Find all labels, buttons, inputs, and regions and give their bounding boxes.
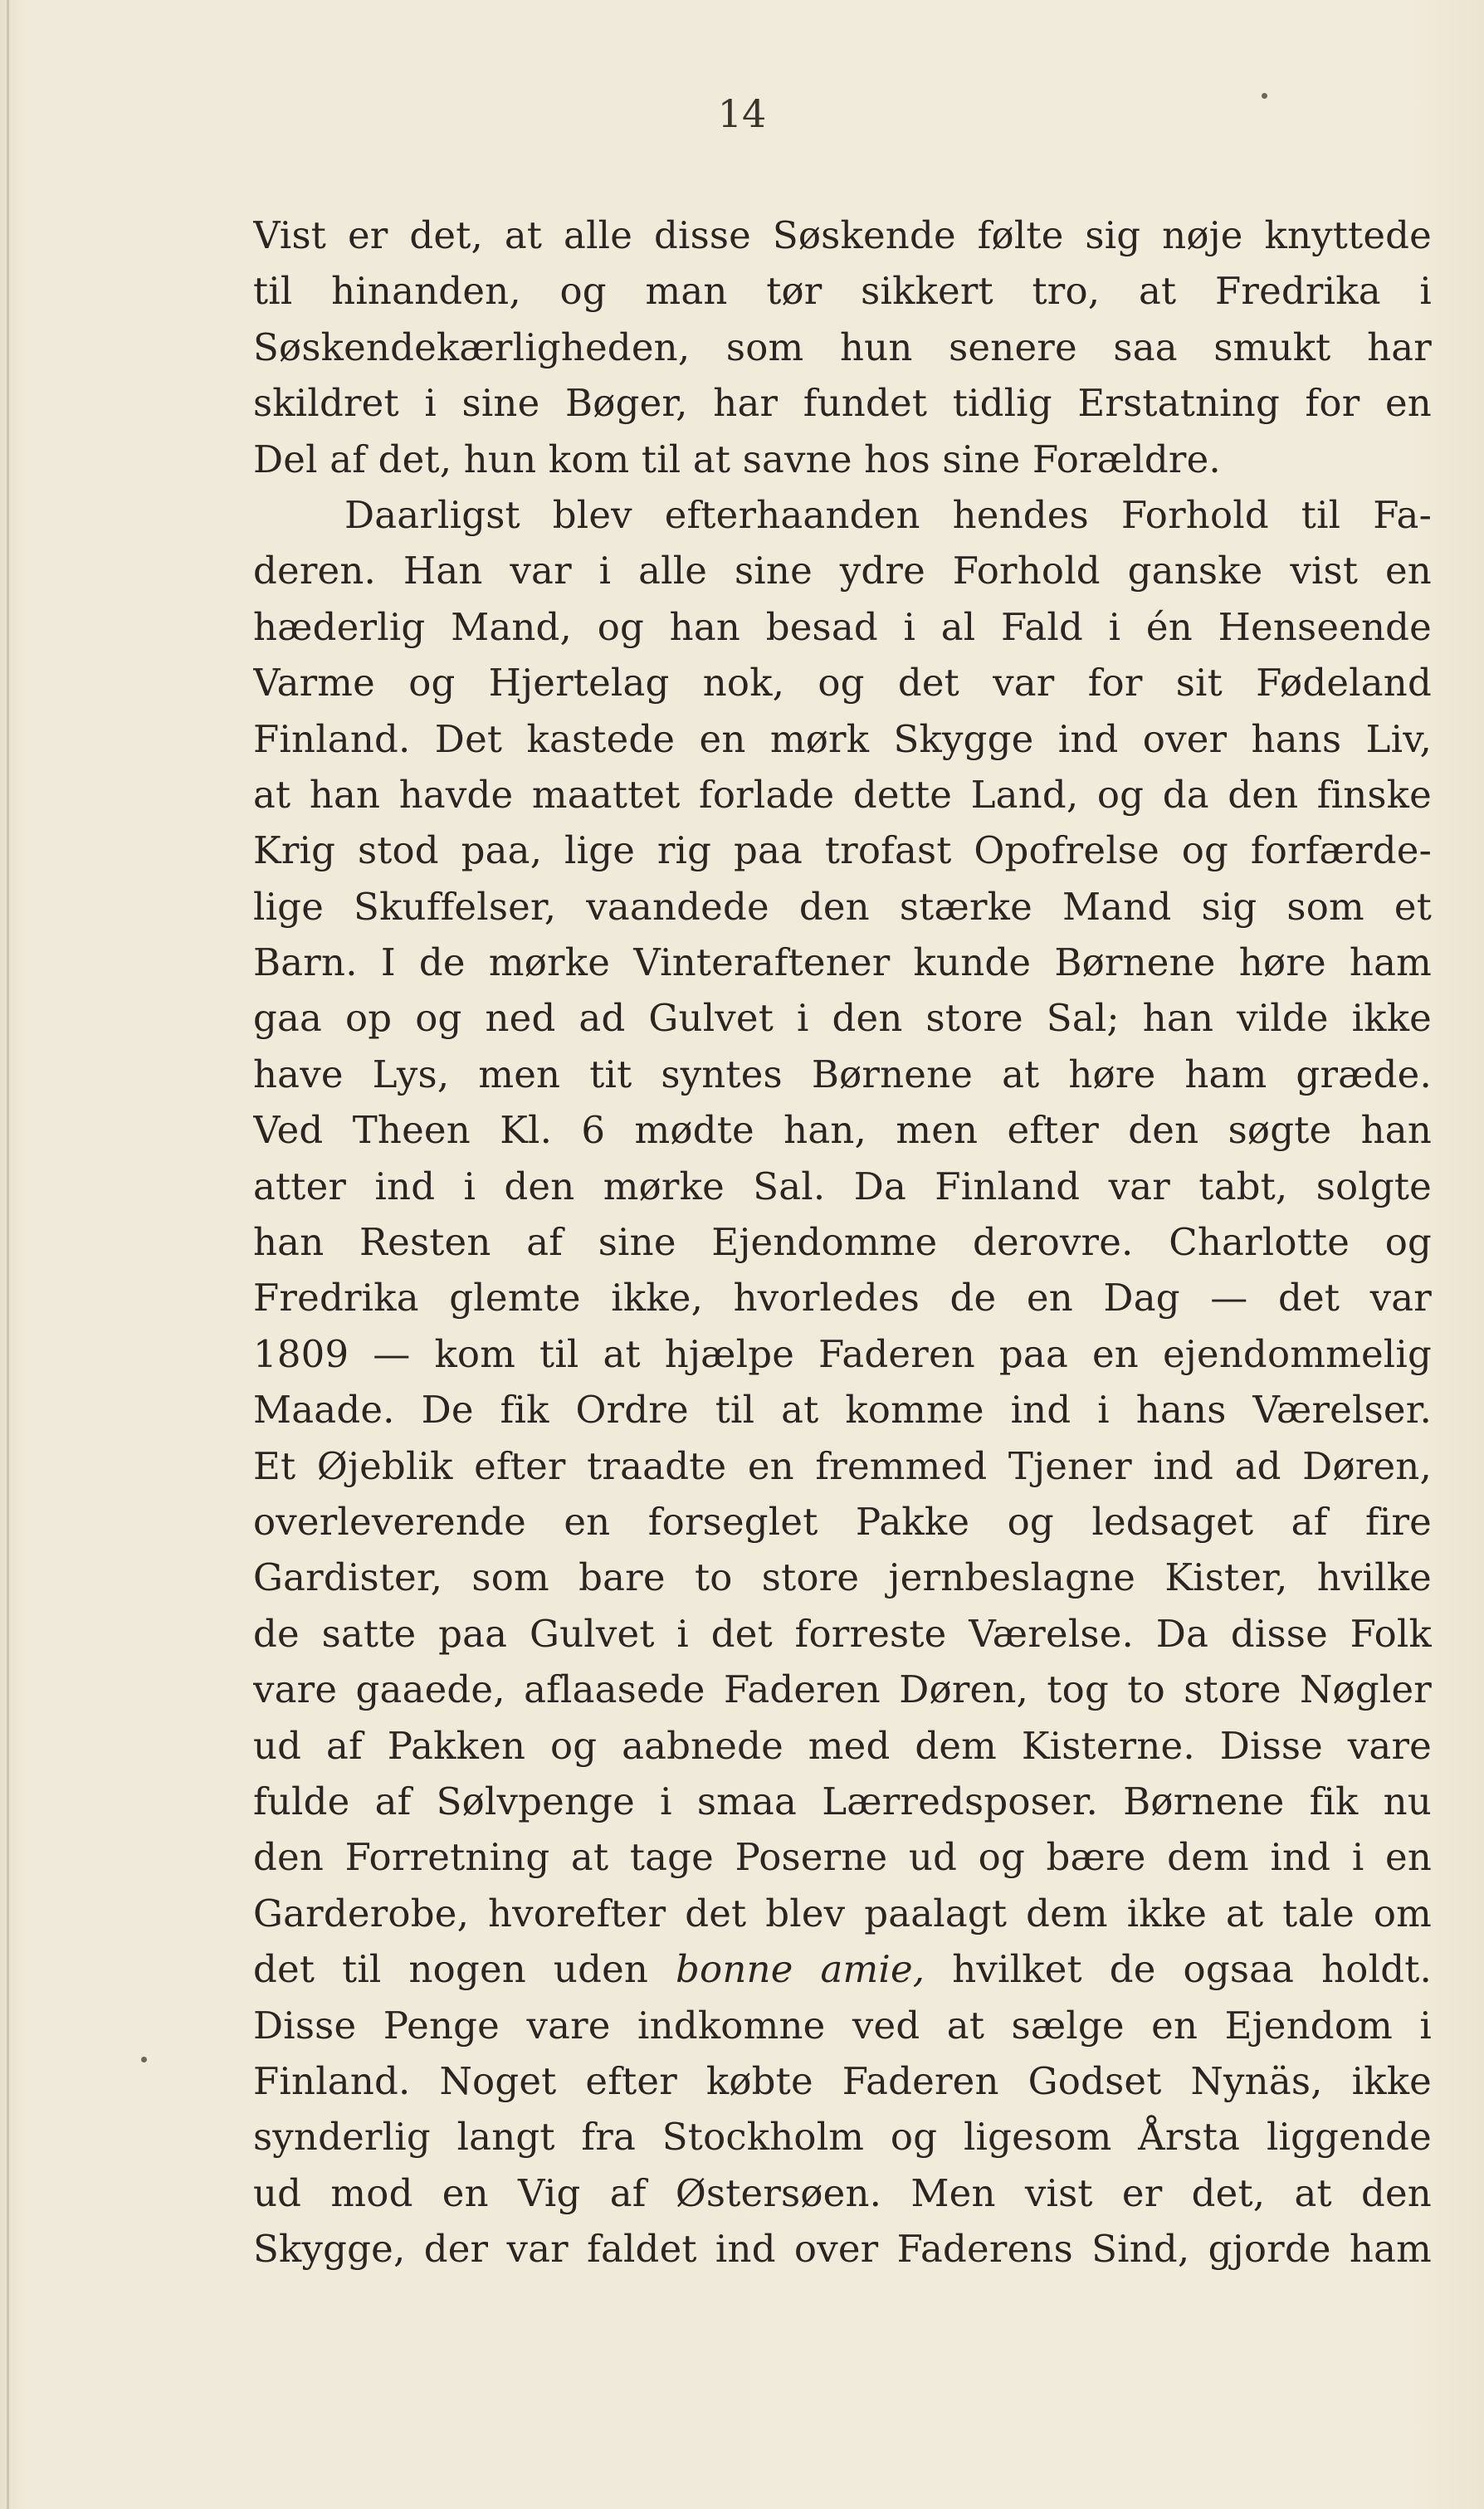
text-line: deren. Han var i alle sine ydre Forhold ganske vist en [253, 549, 1432, 593]
text-line: Et Øjeblik efter traadte en fremmed Tjener ind ad Døren, [253, 1443, 1432, 1488]
text-line: fulde af Sølvpenge i smaa Lærredsposer. Børnene fik nu [253, 1779, 1432, 1823]
text-line: ud mod en Vig af Østersøen. Men vist er det, at den [253, 2170, 1432, 2215]
text-line: Daarligst blev efterhaanden hendes Forhold til Fa- [344, 492, 1432, 537]
text-line: 1809 — kom til at hjælpe Faderen paa en ejendommelig [253, 1331, 1432, 1376]
text-line: Vist er det, at alle disse Søskende følte sig nøje knyttede [253, 213, 1432, 257]
text-line: hæderlig Mand, og han besad i al Fald i én Henseende [253, 604, 1432, 649]
text-line: til hinanden, og man tør sikkert tro, at Fredrika i [253, 269, 1432, 314]
text-line: gaa op og ned ad Gulvet i den store Sal; han vilde ikke [253, 996, 1432, 1041]
text-line: den Forretning at tage Poserne ud og bære dem ind i en [253, 1835, 1432, 1880]
text-line: Finland. Noget efter købte Faderen Godset Nynäs, ikke [253, 2058, 1432, 2103]
text-line: Skygge, der var faldet ind over Faderens Sind, gjorde ham [253, 2227, 1432, 2272]
text-line: Fredrika glemte ikke, hvorledes de en Dag — det var [253, 1276, 1432, 1320]
text-line: Maade. De fik Ordre til at komme ind i hans Værelser. [253, 1388, 1432, 1433]
page-edge [7, 0, 9, 2509]
text-line: Krig stod paa, lige rig paa trofast Opofrelse og forfærde- [253, 828, 1432, 873]
text-segment: det til nogen uden [253, 1947, 676, 1992]
page-number: 14 [717, 91, 767, 136]
text-line [253, 1941, 1432, 1997]
print-speck [141, 2057, 147, 2062]
text-line: de satte paa Gulvet i det forreste Værelse. Da disse Folk [253, 1611, 1432, 1656]
text-line: have Lys, men tit syntes Børnene at høre ham græde. [253, 1052, 1432, 1096]
text-line: overleverende en forseglet Pakke og ledsaget af fire [253, 1499, 1432, 1544]
text-line: Finland. Det kastede en mørk Skygge ind over hans Liv, [253, 716, 1432, 761]
text-line: Gardister, som bare to store jernbeslagne Kister, hvilke [253, 1555, 1432, 1600]
text-line: vare gaaede, aflaasede Faderen Døren, tog to store Nøgler [253, 1667, 1432, 1712]
text-line: synderlig langt fra Stockholm og ligesom Årsta liggende [253, 2115, 1432, 2160]
text-line: Disse Penge vare indkomne ved at sælge en Ejendom i [253, 2003, 1432, 2048]
text-line: Del af det, hun kom til at savne hos sine Forældre. [253, 437, 1221, 481]
text-line: atter ind i den mørke Sal. Da Finland var tabt, solgte [253, 1164, 1432, 1208]
text-line: skildret i sine Bøger, har fundet tidlig Erstatning for en [253, 381, 1432, 426]
text-line: at han havde maattet forlade dette Land, og da den finske [253, 772, 1432, 817]
text-segment: hvilket de ogsaa holdt. [925, 1947, 1432, 1992]
text-line: ud af Pakken og aabnede med dem Kisterne. Disse vare [253, 1723, 1432, 1768]
text-line: han Resten af sine Ejendomme derovre. Charlotte og [253, 1220, 1432, 1265]
text-line: Søskendekærligheden, som hun senere saa smukt har [253, 325, 1432, 369]
italic-phrase: bonne amie, [676, 1947, 925, 1992]
text-line: Ved Theen Kl. 6 mødte han, men efter den søgte han [253, 1108, 1432, 1153]
body-text [253, 207, 1432, 2277]
text-line: Garderobe, hvorefter det blev paalagt dem ikke at tale om [253, 1891, 1432, 1935]
text-line: Barn. I de mørke Vinteraftener kunde Børnene høre ham [253, 940, 1432, 985]
text-line: lige Skuffelser, vaandede den stærke Mand sig som et [253, 884, 1432, 929]
text-line: Varme og Hjertelag nok, og det var for sit Fødeland [253, 661, 1432, 705]
